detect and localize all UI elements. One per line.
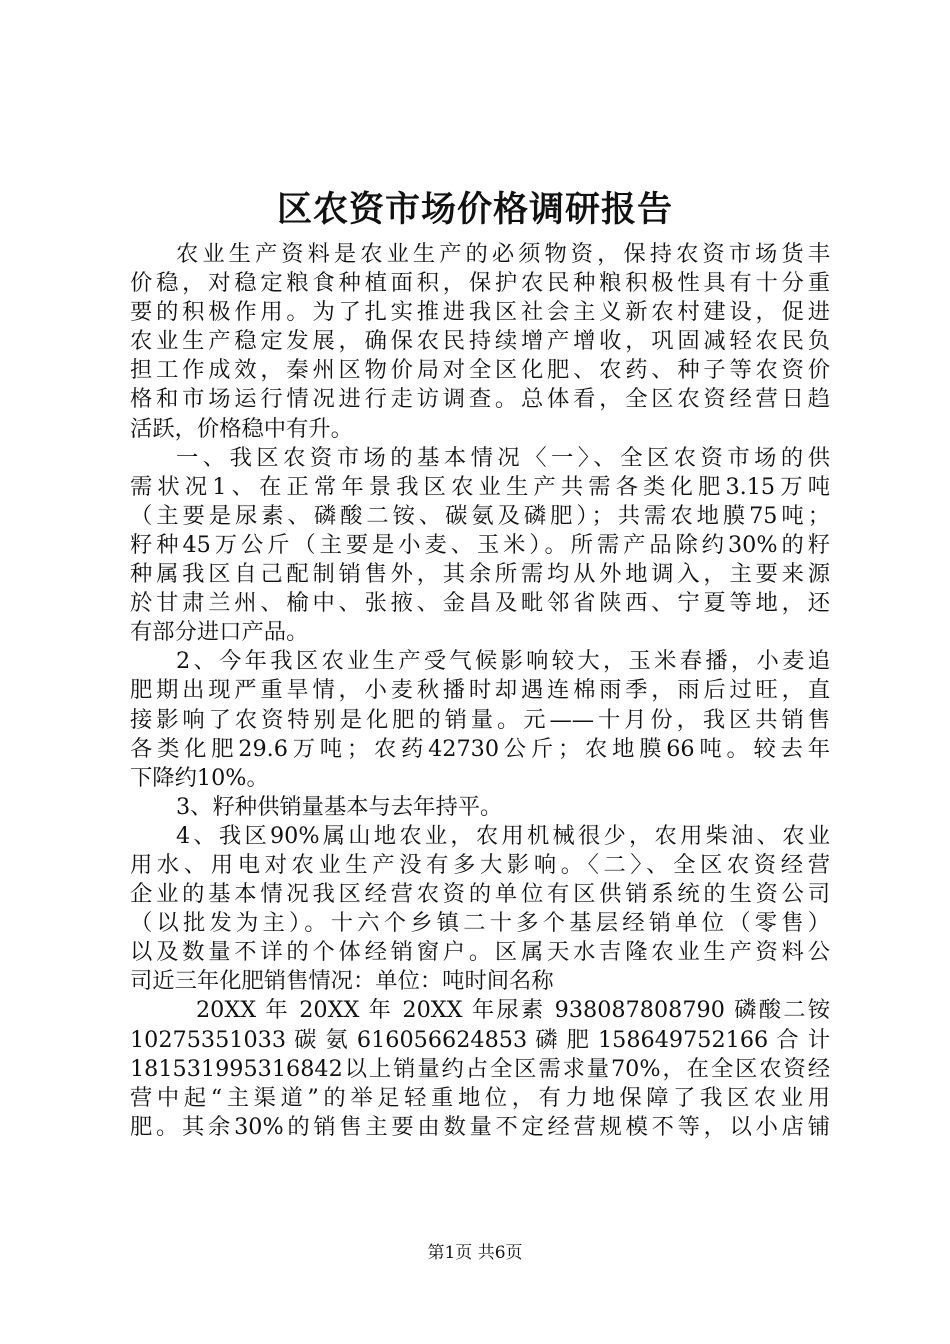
body-line: 用水、用电对农业生产没有多大影响。〈二〉、全区农资经营 [130, 851, 830, 878]
body-line: 营中起“主渠道”的举足轻重地位，有力地保障了我区农业用 [130, 1084, 830, 1111]
body-line: 需状况1、在正常年景我区农业生产共需各类化肥3.15万吨 [130, 473, 830, 500]
body-line: 要的积极作用。为了扎实推进我区社会主义新农村建设，促进 [130, 299, 830, 326]
body-line: 农业生产资料是农业生产的必须物资，保持农资市场货丰 [176, 241, 830, 267]
body-line: 3、籽种供销量基本与去年持平。 [176, 793, 503, 820]
body-line: 活跃，价格稳中有升。 [130, 415, 353, 442]
body-line: 2、今年我区农业生产受气候影响较大，玉米春播，小麦追 [176, 648, 830, 675]
body-line: 有部分进口产品。 [130, 619, 309, 646]
body-line: 20XX 年 20XX 年 20XX 年尿素 938087808790 磷酸二铵 [196, 997, 830, 1024]
body-line: 担工作成效，秦州区物价局对全区化肥、农药、种子等农资价 [130, 357, 830, 384]
body-line: 格和市场运行情况进行走访调查。总体看，全区农资经营日趋 [130, 386, 830, 413]
document-title: 区农资市场价格调研报告 [276, 189, 673, 230]
document-body [130, 240, 830, 1142]
body-line: 4、我区90%属山地农业，农用机械很少，农用柴油、农业 [176, 822, 830, 849]
body-line: 肥。其余30%的销售主要由数量不定经营规模不等，以小店铺 [130, 1113, 830, 1140]
page-footer: 第1页 共6页 [427, 1243, 523, 1263]
body-line: （主要是尿素、磷酸二铵、碳氨及磷肥）；共需农地膜75吨； [130, 502, 830, 529]
body-line: 接影响了农资特别是化肥的销量。元——十月份，我区共销售 [130, 706, 830, 733]
body-line: 各类化肥29.6万吨；农药42730公斤；农地膜66吨。较去年 [130, 735, 830, 762]
body-line: 企业的基本情况我区经营农资的单位有区供销系统的生资公司 [130, 881, 830, 908]
body-line: 肥期出现严重旱情，小麦秋播时却遇连棉雨季，雨后过旺，直 [130, 677, 830, 704]
body-line: 农业生产稳定发展，确保农民持续增产增收，巩固减轻农民负 [130, 328, 830, 355]
body-line: （以批发为主）。十六个乡镇二十多个基层经销单位（零售） [130, 910, 830, 937]
body-line: 181531995316842以上销量约占全区需求量70%，在全区农资经 [130, 1055, 830, 1082]
body-line: 以及数量不详的个体经销窗户。区属天水吉隆农业生产资料公 [130, 939, 830, 966]
body-line: 一、我区农资市场的基本情况〈一〉、全区农资市场的供 [176, 444, 830, 471]
body-line: 於甘肃兰州、榆中、张掖、金昌及毗邻省陕西、宁夏等地，还 [130, 590, 830, 617]
body-line: 种属我区自己配制销售外，其余所需均从外地调入，主要来源 [130, 561, 830, 588]
body-line: 司近三年化肥销售情况：单位：吨时间名称 [130, 968, 554, 995]
body-line: 价稳，对稳定粮食种植面积，保护农民种粮积极性具有十分重 [130, 270, 830, 297]
body-line: 下降约10%。 [130, 764, 269, 791]
body-line: 10275351033 碳 氨 616056624853 磷 肥 158649752166 合 计 [130, 1026, 830, 1053]
body-line: 籽种45万公斤（主要是小麦、玉米）。所需产品除约30%的籽 [130, 531, 830, 558]
